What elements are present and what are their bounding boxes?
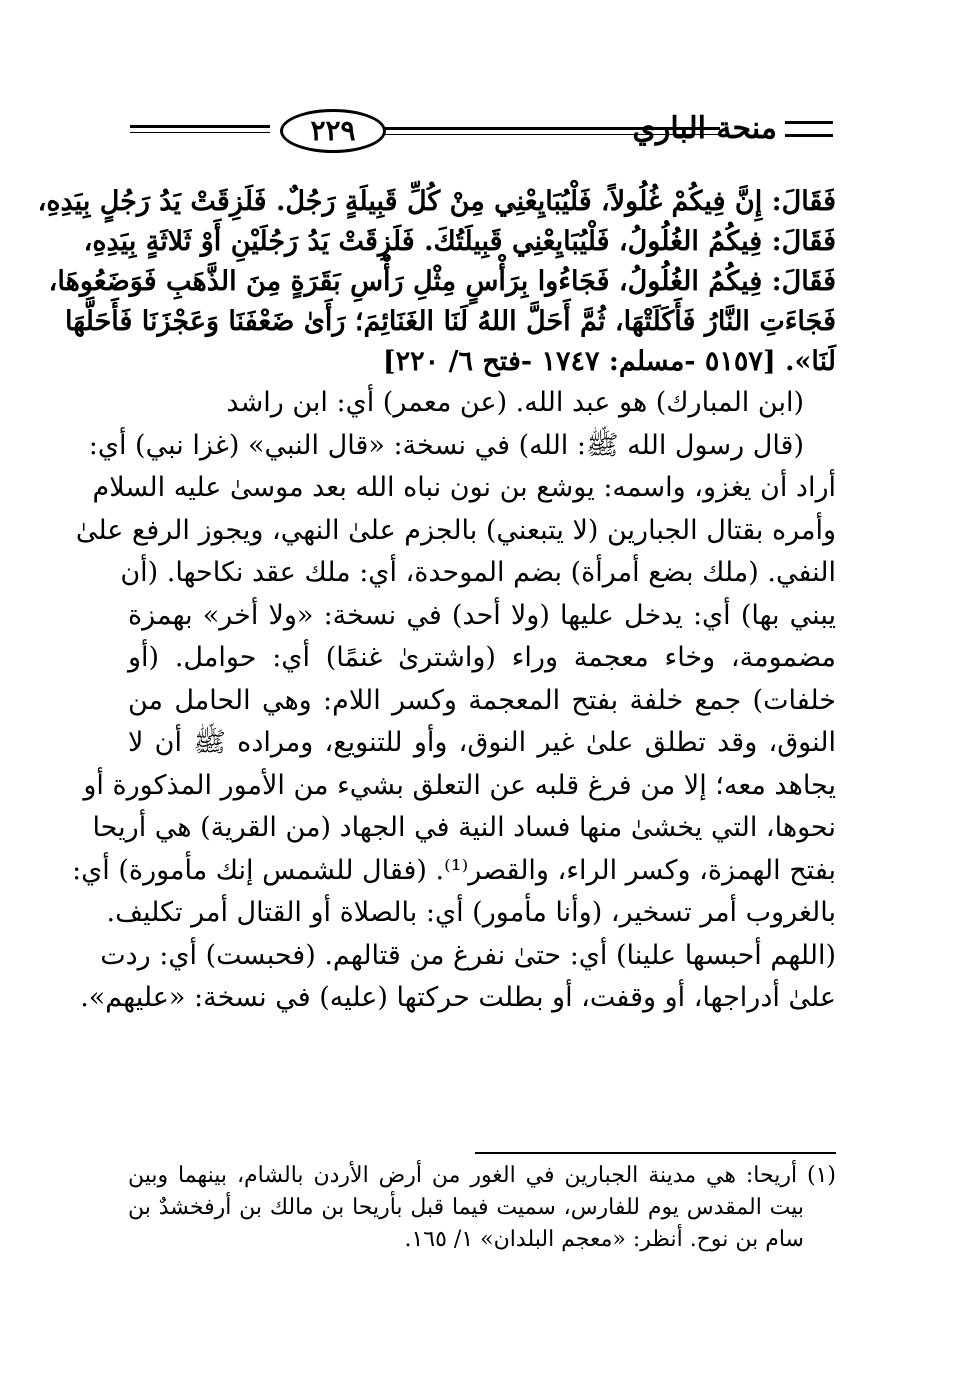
footnote-line: بيت المقدس يوم للفارس، سميت فيما قبل بأريحا بن مالك بن أرفخشدٌ بن [128, 1195, 804, 1220]
hadith-line: فَقَالَ: فِيكُمُ الغُلُولُ، فَلْيُبَايِعْنِي قَبِيلَتُكَ. فَلَزِقَتْ يَدُ رَجُلَيْنِ أَوْ ثَلاثَةٍ بِيَدِهِ، [83, 226, 836, 257]
commentary-line: (ابن المبارك) هو عبد الله. (عن معمر) أي: ابن راشد [226, 387, 804, 418]
commentary-line: بالغروب أمر تسخير، (وأنا مأمور) أي: بالصلاة أو القتال أمر تكليف. [106, 897, 836, 928]
header-rule-left [130, 125, 270, 133]
hadith-line: لَنَا». [٥١٥٧ -مسلم: ١٧٤٧ -فتح ٦/ ٢٢٠] [382, 346, 836, 377]
commentary-line: خلفات) جمع خلفة بفتح المعجمة وكسر اللام: وهي الحامل من [128, 684, 836, 716]
footnote-separator [475, 1152, 836, 1154]
hadith-line: فَجَاءَتِ النَّارُ فَأَكَلَتْهَا، ثُمَّ أَحَلَّ اللهُ لَنَا الغَنَائِمَ؛ رَأَىٰ ضَعْفَنَا وَعَجْزَنَا فَأَحَلَّهَا [64, 306, 836, 337]
hadith-line: فَقَالَ: فِيكُمُ الغُلُولُ، فَجَاءُوا بِرَأْسٍ مِثْلِ رَأْسِ بَقَرَةٍ مِنَ الذَّهَبِ فَوَضَعُوهَا، [48, 266, 836, 297]
commentary-line: مضمومة، وخاء معجمة وراء (واشترىٰ غنمًا) أي: حوامل. (أو [128, 642, 836, 673]
footnote-line: (١) أريحا: هي مدينة الجبارين في الغور من أرض الأردن بالشام، بينهما وبين [128, 1163, 836, 1188]
commentary-line: نحوها، التي يخشىٰ منها فساد النية في الجهاد (من القرية) هي أريحا [92, 812, 836, 843]
commentary-line: وأمره بقتال الجبارين (لا يتبعني) بالجزم علىٰ النهي، ويجوز الرفع علىٰ [75, 514, 836, 546]
commentary-line: (اللهم أحبسها علينا) أي: حتىٰ نفرغ من قتالهم. (فحبست) أي: ردت [100, 939, 836, 971]
footnote-line: سام بن نوح. أنظر: «معجم البلدان» ١/ ١٦٥. [404, 1227, 804, 1252]
commentary-line: النفي. (ملك بضع أمرأة) بضم الموحدة، أي: ملك عقد نكاحها. (أن [120, 557, 836, 588]
commentary-line: يجاهد معه؛ إلا من فرغ قلبه عن التعلق بشيء من الأمور المذكورة أو [83, 769, 836, 801]
commentary-line: علىٰ أدراجها، أو وقفت، أو بطلت حركتها (عليه) في نسخة: «عليهم». [80, 982, 836, 1013]
commentary-line: النوق، وقد تطلق علىٰ غير النوق، وأو للتنويع، ومراده ﷺ أن لا [128, 727, 836, 758]
commentary-line: (قال رسول الله ﷺ: الله) في نسخة: «قال النبي» (غزا نبي) أي: [88, 429, 804, 461]
footnotes [128, 1160, 836, 1256]
commentary-line: أراد أن يغزو، واسمه: يوشع بن نون نباه الله بعد موسىٰ عليه السلام [92, 472, 836, 503]
commentary-text [72, 382, 836, 1020]
hadith-line: فَقَالَ: إِنَّ فِيكُمْ غُلُولاً، فَلْيُبَايِعْنِي مِنْ كُلِّ قَبِيلَةٍ رَجُلٌ. فَلَزِقَتْ يَدُ رَجُلٍ بِيَدِهِ، [37, 186, 836, 217]
header-rule-right [785, 121, 833, 137]
main-text [37, 182, 836, 1020]
commentary-line: يبني بها) أي: يدخل عليها (ولا أحد) في نسخة: «ولا أخر» بهمزة [128, 599, 836, 631]
running-title: منحة الباري [632, 111, 777, 146]
commentary-line: بفتح الهمزة، وكسر الراء، والقصر⁽¹⁾. (فقال للشمس إنك مأمورة) أي: [72, 854, 836, 886]
hadith-text [37, 182, 836, 382]
page-header [130, 95, 835, 165]
page-number: ٢٢٩ [280, 109, 386, 153]
